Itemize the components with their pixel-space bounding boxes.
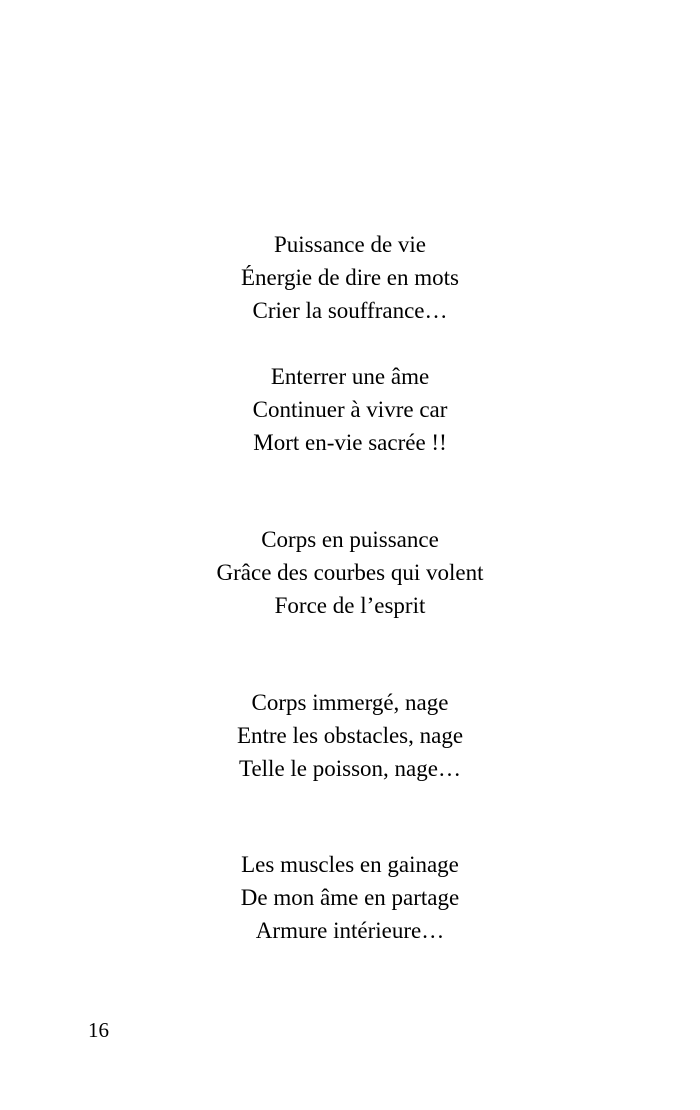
poem-line: Mort en-vie sacrée !! (253, 430, 447, 455)
poem-line: Entre les obstacles, nage (236, 723, 464, 748)
poem-line: Telle le poisson, nage… (239, 756, 461, 781)
poem-line: De mon âme en partage (240, 885, 460, 910)
poem-line: Corps immergé, nage (251, 690, 449, 715)
poem-line: Enterrer une âme (270, 364, 430, 389)
poem-line: Corps en puissance (261, 527, 439, 552)
poem-line: Grâce des courbes qui volent (216, 560, 484, 585)
page-number: 16 (88, 1018, 109, 1042)
poem-line: Continuer à vivre car (252, 397, 448, 422)
poem-line: Les muscles en gainage (241, 852, 459, 877)
poem-line: Crier la souffrance… (252, 298, 448, 323)
poem-line: Énergie de dire en mots (240, 265, 459, 290)
poem-line: Puissance de vie (273, 232, 426, 257)
poem-line: Force de l’esprit (274, 593, 426, 618)
poem-line: Armure intérieure… (255, 918, 445, 943)
